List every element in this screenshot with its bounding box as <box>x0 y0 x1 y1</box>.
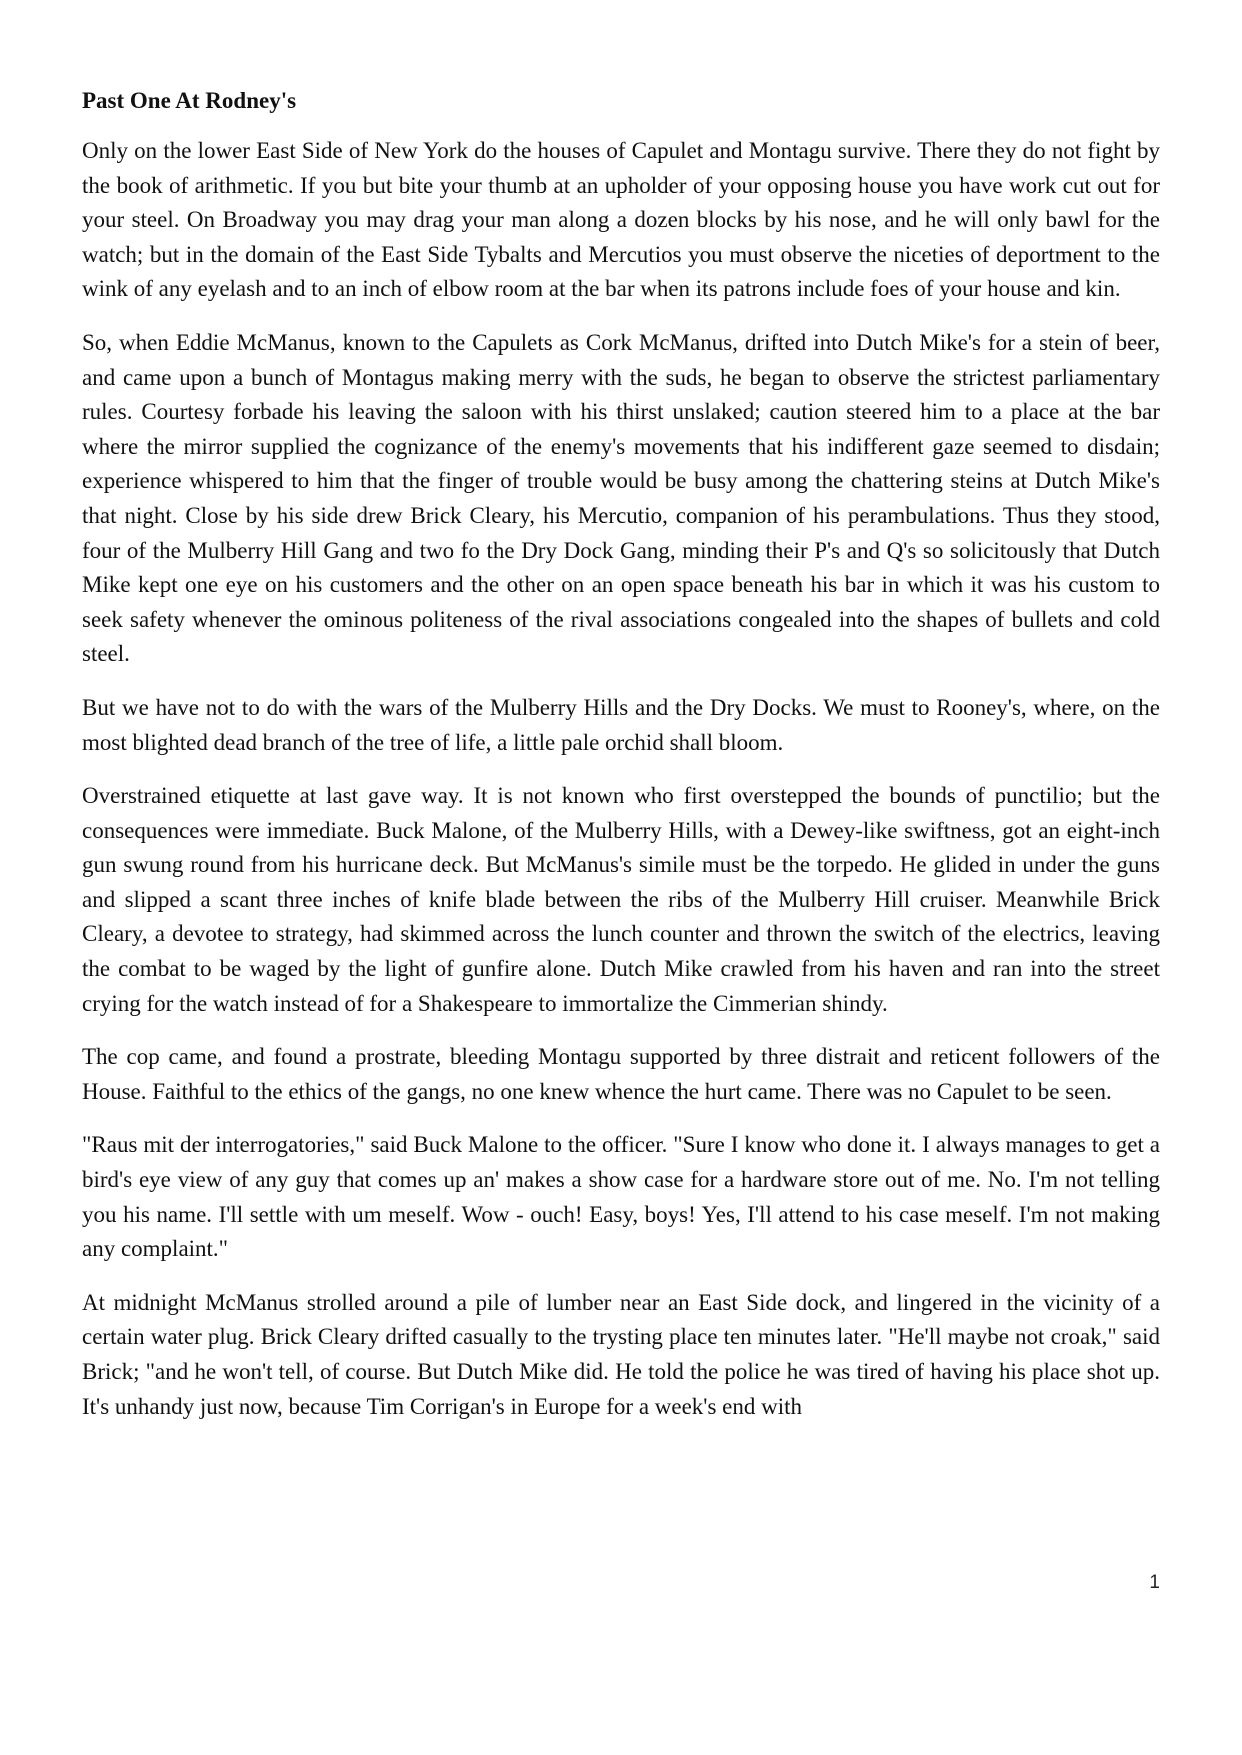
page-number: 1 <box>1149 1572 1160 1593</box>
paragraph-6: "Raus mit der interrogatories," said Buck Malone to the officer. "Sure I know who done it. I always manages to get a bird's eye view of any guy that comes up an' makes a show case for a hardware store out of me. No. I'm not telling you his name. I'll settle with um meself. Wow - ouch! Easy, boys! Yes, I'll attend to his case meself. I'm not making any complaint." <box>82 1132 1160 1262</box>
paragraph-7: At midnight McManus strolled around a pile of lumber near an East Side dock, and lingered in the vicinity of a certain water plug. Brick Cleary drifted casually to the trysting place ten minutes later. "He'll maybe not croak," said Brick; "and he won't tell, of course. But Dutch Mike did. He told the police he was tired of having his place shot up. It's unhandy just now, because Tim Corrigan's in Europe for a week's end with <box>82 1289 1160 1419</box>
paragraph-3: But we have not to do with the wars of the Mulberry Hills and the Dry Docks. We must to Rooney's, where, on the most blighted dead branch of the tree of life, a little pale orchid shall bloom. <box>82 694 1160 755</box>
story-title: Past One At Rodney's <box>82 88 297 113</box>
paragraph-5: The cop came, and found a prostrate, bleeding Montagu supported by three distrait and reticent followers of the House. Faithful to the ethics of the gangs, no one knew whence the hurt came. There was no Capulet to be seen. <box>82 1044 1160 1104</box>
document-body <box>82 84 1160 1443</box>
paragraph-1: Only on the lower East Side of New York do the houses of Capulet and Montagu survive. There they do not fight by the book of arithmetic. If you but bite your thumb at an upholder of your opposing house you have work cut out for your steel. On Broadway you may drag your man along a dozen blocks by his nose, and he will only bawl for the watch; but in the domain of the East Side Tybalts and Mercutios you must observe the niceties of deportment to the wink of any eyelash and to an inch of elbow room at the bar when its patrons include foes of your house and kin. <box>82 138 1160 302</box>
paragraph-2: So, when Eddie McManus, known to the Capulets as Cork McManus, drifted into Dutch Mike's for a stein of beer, and came upon a bunch of Montagus making merry with the suds, he began to observe the strictest parliamentary rules. Courtesy forbade his leaving the saloon with his thirst unslaked; caution steered him to a place at the bar where the mirror supplied the cognizance of the enemy's movements that his indifferent gaze seemed to disdain; experience whispered to him that the finger of trouble would be busy among the chattering steins at Dutch Mike's that night. Close by his side drew Brick Cleary, his Mercutio, companion of his perambulations. Thus they stood, four of the Mulberry Hill Gang and two fo the Dry Dock Gang, minding their P's and Q's so solicitously that Dutch Mike kept one eye on his customers and the other on an open space beneath his bar in which it was his custom to seek safety whenever the ominous politeness of the rival associations congealed into the shapes of bullets and cold steel. <box>82 329 1160 667</box>
paragraph-4: Overstrained etiquette at last gave way. It is not known who first overstepped the bounds of punctilio; but the consequences were immediate. Buck Malone, of the Mulberry Hills, with a Dewey-like swiftness, got an eight-inch gun swung round from his hurricane deck. But McManus's simile must be the torpedo. He glided in under the guns and slipped a scant three inches of knife blade between the ribs of the Mulberry Hill cruiser. Meanwhile Brick Cleary, a devotee to strategy, had skimmed across the lunch counter and thrown the switch of the electrics, leaving the combat to be waged by the light of gunfire alone. Dutch Mike crawled from his haven and ran into the street crying for the watch instead of for a Shakespeare to immortalize the Cimmerian shindy. <box>82 783 1160 1016</box>
